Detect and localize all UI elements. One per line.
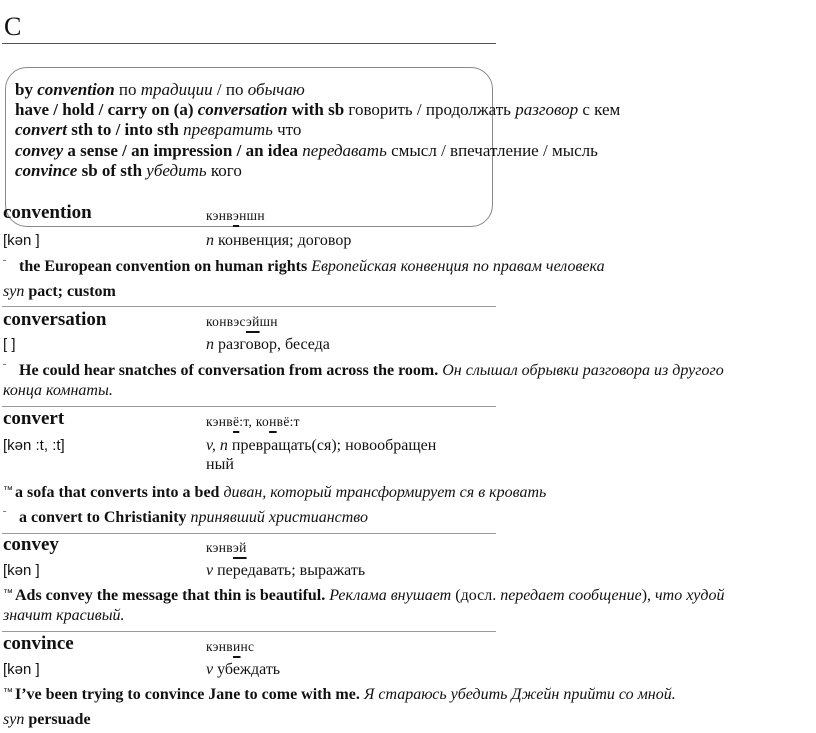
pron-part: нс <box>240 639 255 654</box>
example <box>3 484 546 502</box>
definition-text: превращать(ся); новообращен <box>227 437 437 454</box>
pronunciation-ru <box>206 639 254 655</box>
pron-stress: э <box>232 208 240 223</box>
phrase-ru: кого <box>206 161 242 180</box>
syn-label: syn <box>3 283 25 300</box>
example-ru: передает сообщение <box>500 587 642 604</box>
part-of-speech: v <box>206 661 214 678</box>
example-ru: Реклама внушает <box>325 587 452 604</box>
entry-divider <box>2 533 496 534</box>
pron-part: кэнв <box>206 414 233 429</box>
ipa-transcription: [ ] <box>3 336 16 353</box>
pronunciation-ru <box>206 414 300 430</box>
example-en: I’ve been trying to convince Jane to come with me. <box>15 686 360 703</box>
synonyms <box>3 283 116 301</box>
phrase-keyword: convey <box>15 141 64 160</box>
pron-part: кэнв <box>206 639 233 654</box>
headword: conversation <box>3 309 107 330</box>
phrase-en: with sb <box>287 100 345 119</box>
part-of-speech: v, n <box>206 437 228 454</box>
pron-part: конвэс <box>206 314 246 329</box>
phrase-keyword: conversation <box>197 100 288 119</box>
pron-stress: эй <box>245 314 260 329</box>
example-marker-icon: ™ <box>3 485 13 496</box>
collocation-line <box>15 161 242 181</box>
part-of-speech: v <box>206 562 214 579</box>
example-ru: Он слышал обрывки разговора из другого <box>438 362 724 379</box>
example-ru: Европейская конвенция по правам человека <box>307 258 605 275</box>
definition <box>206 232 351 250</box>
pron-stress: н <box>269 414 277 429</box>
collocation-line <box>15 100 620 120</box>
phrase-ru: / по <box>212 80 248 99</box>
pron-stress: и <box>232 639 241 654</box>
definition-text: разговор, беседа <box>214 336 330 353</box>
example-ru: что худой <box>655 587 725 604</box>
pron-stress: эй <box>232 540 247 555</box>
collocation-line <box>15 80 305 100</box>
phrase-ru: по <box>114 80 141 99</box>
pron-part: шн <box>259 314 278 329</box>
example-marker-icon: ™ <box>3 687 13 698</box>
example <box>3 362 724 380</box>
phrase-ru: разговор <box>515 100 579 119</box>
definition <box>206 562 365 580</box>
phrase-ru: говорить / продолжать <box>344 100 516 119</box>
phrase-ru: убедить <box>142 161 207 180</box>
ipa-transcription: [kən :t, :t] <box>3 437 65 454</box>
definition <box>206 661 280 679</box>
phrase-en: sb of sth <box>77 161 143 180</box>
example-en: a sofa that converts into a bed <box>15 484 220 501</box>
definition-text: передавать; выражать <box>213 562 366 579</box>
example <box>3 258 605 276</box>
synonyms <box>3 711 91 729</box>
phrase-ru: с кем <box>578 100 621 119</box>
phrase-keyword: convention <box>37 80 115 99</box>
example-en: a convert to Christianity <box>19 509 187 526</box>
phrase-ru: смысл / впечатление / мысль <box>386 141 598 160</box>
part-of-speech: n <box>206 336 214 353</box>
pronunciation-ru <box>206 208 265 224</box>
headword: convey <box>3 534 59 555</box>
example-ru: диван, который трансформирует ся в кровать <box>219 484 547 501</box>
phrase-en: a sense / an impression / an idea <box>63 141 299 160</box>
pron-stress: ё <box>232 414 240 429</box>
example-marker-icon: ˉ <box>3 363 7 374</box>
part-of-speech: n <box>206 232 214 249</box>
phrase-ru: что <box>272 120 302 139</box>
example-ru: (досл. <box>451 587 501 604</box>
section-divider <box>2 43 496 44</box>
pron-part: ко <box>255 414 270 429</box>
entry-divider <box>2 631 496 632</box>
phrase-en: have / hold / carry on (a) <box>15 100 198 119</box>
example-en: He could hear snatches of conversation from across the room. <box>19 362 439 379</box>
syn-text: pact; custom <box>24 283 116 300</box>
collocation-line <box>15 141 598 161</box>
headword: convert <box>3 408 65 429</box>
entry-divider <box>2 406 496 407</box>
definition-text: убеждать <box>213 661 281 678</box>
phrase-en: sth to / into sth <box>66 120 179 139</box>
example-ru: Я стараюсь убедить Джейн прийти со мной. <box>359 686 676 703</box>
example-en: the European convention on human rights <box>19 258 308 275</box>
section-letter: C <box>4 12 22 41</box>
phrase-keyword: convince <box>15 161 78 180</box>
definition-text: конвенция; договор <box>214 232 352 249</box>
pron-part: ншн <box>239 208 265 223</box>
pronunciation-ru <box>206 314 278 330</box>
phrase-ru: традиции <box>140 80 213 99</box>
entry-divider <box>2 306 496 307</box>
collocation-line <box>15 120 301 140</box>
example-marker-icon: ˉ <box>3 510 7 521</box>
example-ru: принявший христианство <box>186 509 369 526</box>
phrase-ru: превратить <box>178 120 273 139</box>
example-ru-continued: конца комнаты. <box>3 382 113 399</box>
pronunciation-ru <box>206 540 247 556</box>
phrase-ru: обычаю <box>247 80 305 99</box>
definition <box>206 336 330 354</box>
example-en: Ads convey the message that thin is beautiful. <box>15 587 326 604</box>
syn-text: persuade <box>24 711 91 728</box>
example-marker-icon: ˉ <box>3 259 7 270</box>
headword: convince <box>3 633 74 654</box>
definition-continued: ный <box>206 456 234 473</box>
ipa-transcription: [kən ] <box>3 661 40 678</box>
phrase-keyword: convert <box>15 120 67 139</box>
example-marker-icon: ™ <box>3 588 13 599</box>
ipa-transcription: [kən ] <box>3 232 40 249</box>
pron-part: кэнв <box>206 208 233 223</box>
example-ru-continued: значит красивый. <box>3 607 125 624</box>
example-ru: ), <box>641 587 656 604</box>
ipa-transcription: [kən ] <box>3 562 40 579</box>
phrase-en: by <box>15 80 38 99</box>
headword: convention <box>3 202 92 223</box>
pron-part: :т, <box>239 414 256 429</box>
definition <box>206 437 436 455</box>
pron-part: вё:т <box>276 414 300 429</box>
example <box>3 509 368 527</box>
syn-label: syn <box>3 711 25 728</box>
phrase-ru: передавать <box>298 141 387 160</box>
example <box>3 686 676 704</box>
pron-part: кэнв <box>206 540 233 555</box>
example <box>3 587 724 605</box>
